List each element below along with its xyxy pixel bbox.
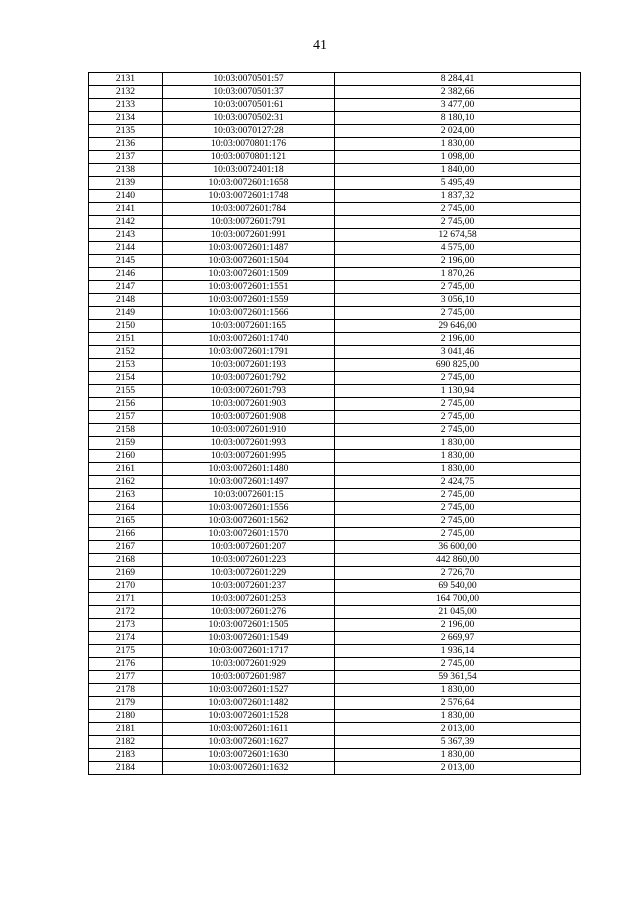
row-number-cell: 2180 bbox=[89, 710, 163, 723]
value-cell: 21 045,00 bbox=[335, 606, 581, 619]
value-cell: 1 840,00 bbox=[335, 164, 581, 177]
value-cell: 690 825,00 bbox=[335, 359, 581, 372]
cadastral-number-cell: 10:03:0072601:1627 bbox=[163, 736, 335, 749]
row-number-cell: 2158 bbox=[89, 424, 163, 437]
table-body bbox=[89, 73, 581, 775]
row-number-cell: 2161 bbox=[89, 463, 163, 476]
value-cell: 2 745,00 bbox=[335, 398, 581, 411]
value-cell: 2 745,00 bbox=[335, 528, 581, 541]
table-row bbox=[89, 138, 581, 151]
cadastral-number-cell: 10:03:0072601:1509 bbox=[163, 268, 335, 281]
cadastral-number-cell: 10:03:0072601:1611 bbox=[163, 723, 335, 736]
row-number-cell: 2151 bbox=[89, 333, 163, 346]
cadastral-number-cell: 10:03:0072601:995 bbox=[163, 450, 335, 463]
row-number-cell: 2147 bbox=[89, 281, 163, 294]
table-row bbox=[89, 190, 581, 203]
row-number-cell: 2132 bbox=[89, 86, 163, 99]
value-cell: 2 745,00 bbox=[335, 515, 581, 528]
value-cell: 3 041,46 bbox=[335, 346, 581, 359]
table-row bbox=[89, 372, 581, 385]
table-row bbox=[89, 619, 581, 632]
row-number-cell: 2167 bbox=[89, 541, 163, 554]
cadastral-number-cell: 10:03:0072601:1740 bbox=[163, 333, 335, 346]
table-row bbox=[89, 567, 581, 580]
value-cell: 1 870,26 bbox=[335, 268, 581, 281]
value-cell: 5 367,39 bbox=[335, 736, 581, 749]
cadastral-number-cell: 10:03:0072601:1748 bbox=[163, 190, 335, 203]
row-number-cell: 2136 bbox=[89, 138, 163, 151]
cadastral-number-cell: 10:03:0072601:1487 bbox=[163, 242, 335, 255]
value-cell: 2 745,00 bbox=[335, 489, 581, 502]
value-cell: 1 830,00 bbox=[335, 138, 581, 151]
cadastral-number-cell: 10:03:0070502:31 bbox=[163, 112, 335, 125]
row-number-cell: 2155 bbox=[89, 385, 163, 398]
cadastral-number-cell: 10:03:0072601:1527 bbox=[163, 684, 335, 697]
value-cell: 442 860,00 bbox=[335, 554, 581, 567]
value-cell: 2 745,00 bbox=[335, 658, 581, 671]
row-number-cell: 2150 bbox=[89, 320, 163, 333]
value-cell: 29 646,00 bbox=[335, 320, 581, 333]
cadastral-number-cell: 10:03:0072601:993 bbox=[163, 437, 335, 450]
value-cell: 3 477,00 bbox=[335, 99, 581, 112]
table-row bbox=[89, 281, 581, 294]
cadastral-number-cell: 10:03:0072601:784 bbox=[163, 203, 335, 216]
row-number-cell: 2141 bbox=[89, 203, 163, 216]
row-number-cell: 2146 bbox=[89, 268, 163, 281]
value-cell: 164 700,00 bbox=[335, 593, 581, 606]
row-number-cell: 2133 bbox=[89, 99, 163, 112]
row-number-cell: 2164 bbox=[89, 502, 163, 515]
cadastral-number-cell: 10:03:0072601:1791 bbox=[163, 346, 335, 359]
table-row bbox=[89, 606, 581, 619]
cadastral-number-cell: 10:03:0072601:1717 bbox=[163, 645, 335, 658]
cadastral-table bbox=[88, 72, 581, 775]
cadastral-number-cell: 10:03:0072601:237 bbox=[163, 580, 335, 593]
row-number-cell: 2182 bbox=[89, 736, 163, 749]
table-row bbox=[89, 710, 581, 723]
cadastral-number-cell: 10:03:0072601:929 bbox=[163, 658, 335, 671]
cadastral-number-cell: 10:03:0072601:987 bbox=[163, 671, 335, 684]
value-cell: 2 745,00 bbox=[335, 281, 581, 294]
row-number-cell: 2160 bbox=[89, 450, 163, 463]
table-row bbox=[89, 697, 581, 710]
table-row bbox=[89, 86, 581, 99]
value-cell: 8 180,10 bbox=[335, 112, 581, 125]
cadastral-number-cell: 10:03:0072601:229 bbox=[163, 567, 335, 580]
table-row bbox=[89, 502, 581, 515]
cadastral-number-cell: 10:03:0072601:1480 bbox=[163, 463, 335, 476]
row-number-cell: 2173 bbox=[89, 619, 163, 632]
table-row bbox=[89, 593, 581, 606]
row-number-cell: 2154 bbox=[89, 372, 163, 385]
table-row bbox=[89, 307, 581, 320]
cadastral-number-cell: 10:03:0072601:1570 bbox=[163, 528, 335, 541]
row-number-cell: 2152 bbox=[89, 346, 163, 359]
table-row bbox=[89, 437, 581, 450]
row-number-cell: 2153 bbox=[89, 359, 163, 372]
table-row bbox=[89, 450, 581, 463]
row-number-cell: 2157 bbox=[89, 411, 163, 424]
value-cell: 2 196,00 bbox=[335, 619, 581, 632]
table-row bbox=[89, 762, 581, 775]
row-number-cell: 2183 bbox=[89, 749, 163, 762]
cadastral-number-cell: 10:03:0070801:176 bbox=[163, 138, 335, 151]
value-cell: 2 382,66 bbox=[335, 86, 581, 99]
row-number-cell: 2165 bbox=[89, 515, 163, 528]
row-number-cell: 2137 bbox=[89, 151, 163, 164]
value-cell: 4 575,00 bbox=[335, 242, 581, 255]
table-row bbox=[89, 684, 581, 697]
value-cell: 2 745,00 bbox=[335, 411, 581, 424]
table-row bbox=[89, 424, 581, 437]
row-number-cell: 2171 bbox=[89, 593, 163, 606]
table-row bbox=[89, 632, 581, 645]
row-number-cell: 2179 bbox=[89, 697, 163, 710]
cadastral-number-cell: 10:03:0072601:1505 bbox=[163, 619, 335, 632]
cadastral-number-cell: 10:03:0072601:253 bbox=[163, 593, 335, 606]
value-cell: 2 424,75 bbox=[335, 476, 581, 489]
value-cell: 8 284,41 bbox=[335, 73, 581, 86]
row-number-cell: 2143 bbox=[89, 229, 163, 242]
cadastral-number-cell: 10:03:0072601:910 bbox=[163, 424, 335, 437]
table-row bbox=[89, 112, 581, 125]
row-number-cell: 2172 bbox=[89, 606, 163, 619]
value-cell: 12 674,58 bbox=[335, 229, 581, 242]
value-cell: 5 495,49 bbox=[335, 177, 581, 190]
cadastral-number-cell: 10:03:0072601:1549 bbox=[163, 632, 335, 645]
value-cell: 2 726,70 bbox=[335, 567, 581, 580]
cadastral-number-cell: 10:03:0072601:1632 bbox=[163, 762, 335, 775]
value-cell: 1 830,00 bbox=[335, 684, 581, 697]
value-cell: 2 745,00 bbox=[335, 216, 581, 229]
value-cell: 1 936,14 bbox=[335, 645, 581, 658]
cadastral-number-cell: 10:03:0072601:193 bbox=[163, 359, 335, 372]
row-number-cell: 2139 bbox=[89, 177, 163, 190]
value-cell: 3 056,10 bbox=[335, 294, 581, 307]
table-row bbox=[89, 151, 581, 164]
cadastral-number-cell: 10:03:0072601:1630 bbox=[163, 749, 335, 762]
value-cell: 1 830,00 bbox=[335, 749, 581, 762]
table-row bbox=[89, 398, 581, 411]
row-number-cell: 2174 bbox=[89, 632, 163, 645]
table-row bbox=[89, 294, 581, 307]
value-cell: 36 600,00 bbox=[335, 541, 581, 554]
cadastral-number-cell: 10:03:0072601:1566 bbox=[163, 307, 335, 320]
table-row bbox=[89, 242, 581, 255]
value-cell: 69 540,00 bbox=[335, 580, 581, 593]
cadastral-number-cell: 10:03:0072601:791 bbox=[163, 216, 335, 229]
cadastral-number-cell: 10:03:0072601:1482 bbox=[163, 697, 335, 710]
value-cell: 2 745,00 bbox=[335, 307, 581, 320]
row-number-cell: 2184 bbox=[89, 762, 163, 775]
cadastral-number-cell: 10:03:0072601:15 bbox=[163, 489, 335, 502]
row-number-cell: 2148 bbox=[89, 294, 163, 307]
table-row bbox=[89, 411, 581, 424]
table-row bbox=[89, 489, 581, 502]
row-number-cell: 2163 bbox=[89, 489, 163, 502]
value-cell: 2 013,00 bbox=[335, 723, 581, 736]
table-row bbox=[89, 333, 581, 346]
row-number-cell: 2142 bbox=[89, 216, 163, 229]
value-cell: 2 196,00 bbox=[335, 333, 581, 346]
cadastral-number-cell: 10:03:0072601:1559 bbox=[163, 294, 335, 307]
row-number-cell: 2162 bbox=[89, 476, 163, 489]
value-cell: 2 745,00 bbox=[335, 502, 581, 515]
row-number-cell: 2177 bbox=[89, 671, 163, 684]
cadastral-number-cell: 10:03:0072601:1658 bbox=[163, 177, 335, 190]
value-cell: 2 013,00 bbox=[335, 762, 581, 775]
table-row bbox=[89, 528, 581, 541]
row-number-cell: 2178 bbox=[89, 684, 163, 697]
cadastral-number-cell: 10:03:0070501:57 bbox=[163, 73, 335, 86]
cadastral-number-cell: 10:03:0072601:223 bbox=[163, 554, 335, 567]
table-row bbox=[89, 723, 581, 736]
value-cell: 2 745,00 bbox=[335, 203, 581, 216]
table-row bbox=[89, 515, 581, 528]
cadastral-number-cell: 10:03:0070127:28 bbox=[163, 125, 335, 138]
table-row bbox=[89, 658, 581, 671]
row-number-cell: 2138 bbox=[89, 164, 163, 177]
table-row bbox=[89, 320, 581, 333]
cadastral-number-cell: 10:03:0072601:1556 bbox=[163, 502, 335, 515]
row-number-cell: 2131 bbox=[89, 73, 163, 86]
table-row bbox=[89, 463, 581, 476]
table-row bbox=[89, 346, 581, 359]
value-cell: 59 361,54 bbox=[335, 671, 581, 684]
value-cell: 2 745,00 bbox=[335, 424, 581, 437]
table-row bbox=[89, 736, 581, 749]
cadastral-number-cell: 10:03:0072601:1551 bbox=[163, 281, 335, 294]
row-number-cell: 2145 bbox=[89, 255, 163, 268]
table-row bbox=[89, 541, 581, 554]
cadastral-number-cell: 10:03:0072601:1528 bbox=[163, 710, 335, 723]
row-number-cell: 2175 bbox=[89, 645, 163, 658]
cadastral-number-cell: 10:03:0072601:903 bbox=[163, 398, 335, 411]
value-cell: 1 830,00 bbox=[335, 463, 581, 476]
row-number-cell: 2144 bbox=[89, 242, 163, 255]
page-number: 41 bbox=[313, 38, 327, 53]
row-number-cell: 2166 bbox=[89, 528, 163, 541]
table-row bbox=[89, 359, 581, 372]
table-row bbox=[89, 476, 581, 489]
value-cell: 1 830,00 bbox=[335, 710, 581, 723]
table-row bbox=[89, 125, 581, 138]
cadastral-number-cell: 10:03:0070501:37 bbox=[163, 86, 335, 99]
cadastral-number-cell: 10:03:0070501:61 bbox=[163, 99, 335, 112]
cadastral-number-cell: 10:03:0072601:908 bbox=[163, 411, 335, 424]
cadastral-number-cell: 10:03:0072601:793 bbox=[163, 385, 335, 398]
value-cell: 2 024,00 bbox=[335, 125, 581, 138]
row-number-cell: 2149 bbox=[89, 307, 163, 320]
cadastral-number-cell: 10:03:0072401:18 bbox=[163, 164, 335, 177]
value-cell: 2 745,00 bbox=[335, 372, 581, 385]
value-cell: 2 669,97 bbox=[335, 632, 581, 645]
row-number-cell: 2140 bbox=[89, 190, 163, 203]
row-number-cell: 2169 bbox=[89, 567, 163, 580]
cadastral-number-cell: 10:03:0072601:792 bbox=[163, 372, 335, 385]
table-row bbox=[89, 216, 581, 229]
value-cell: 1 130,94 bbox=[335, 385, 581, 398]
table-row bbox=[89, 177, 581, 190]
value-cell: 2 196,00 bbox=[335, 255, 581, 268]
cadastral-number-cell: 10:03:0070801:121 bbox=[163, 151, 335, 164]
table-row bbox=[89, 229, 581, 242]
table-row bbox=[89, 73, 581, 86]
table-row bbox=[89, 645, 581, 658]
value-cell: 1 837,32 bbox=[335, 190, 581, 203]
value-cell: 1 830,00 bbox=[335, 437, 581, 450]
value-cell: 2 576,64 bbox=[335, 697, 581, 710]
table-row bbox=[89, 99, 581, 112]
table-row bbox=[89, 255, 581, 268]
row-number-cell: 2176 bbox=[89, 658, 163, 671]
row-number-cell: 2170 bbox=[89, 580, 163, 593]
cadastral-number-cell: 10:03:0072601:276 bbox=[163, 606, 335, 619]
row-number-cell: 2156 bbox=[89, 398, 163, 411]
table-row bbox=[89, 268, 581, 281]
table-row bbox=[89, 203, 581, 216]
row-number-cell: 2135 bbox=[89, 125, 163, 138]
row-number-cell: 2181 bbox=[89, 723, 163, 736]
cadastral-number-cell: 10:03:0072601:1562 bbox=[163, 515, 335, 528]
value-cell: 1 830,00 bbox=[335, 450, 581, 463]
cadastral-number-cell: 10:03:0072601:991 bbox=[163, 229, 335, 242]
table-row bbox=[89, 749, 581, 762]
cadastral-number-cell: 10:03:0072601:1504 bbox=[163, 255, 335, 268]
table-row bbox=[89, 671, 581, 684]
row-number-cell: 2168 bbox=[89, 554, 163, 567]
cadastral-number-cell: 10:03:0072601:207 bbox=[163, 541, 335, 554]
value-cell: 1 098,00 bbox=[335, 151, 581, 164]
cadastral-number-cell: 10:03:0072601:1497 bbox=[163, 476, 335, 489]
cadastral-number-cell: 10:03:0072601:165 bbox=[163, 320, 335, 333]
row-number-cell: 2134 bbox=[89, 112, 163, 125]
table-row bbox=[89, 580, 581, 593]
row-number-cell: 2159 bbox=[89, 437, 163, 450]
table-row bbox=[89, 164, 581, 177]
table-row bbox=[89, 385, 581, 398]
table-row bbox=[89, 554, 581, 567]
